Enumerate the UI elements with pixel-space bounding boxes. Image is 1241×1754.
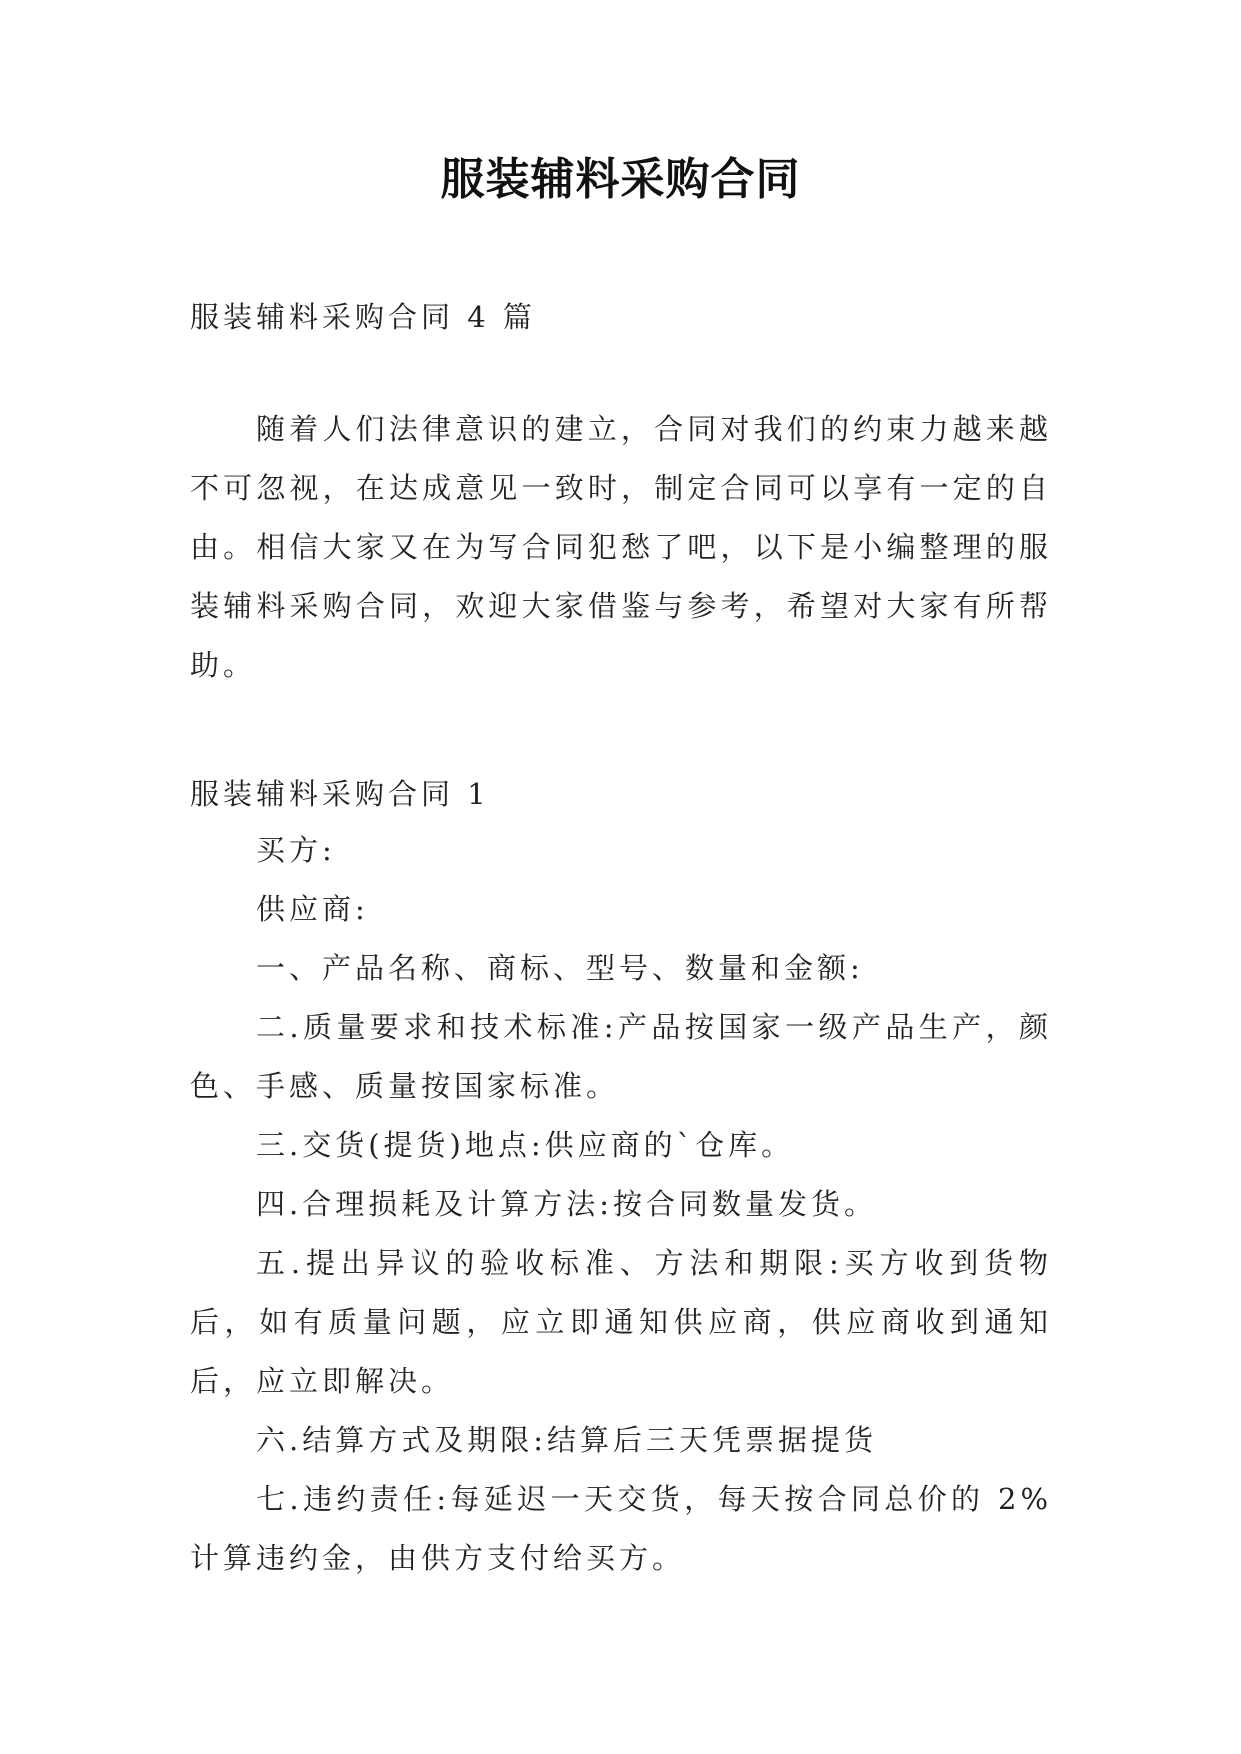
clause-acceptance: 五.提出异议的验收标准、方法和期限:买方收到货物后，如有质量问题，应立即通知供应商，供应商收到通知后，应立即解决。 [190,1246,1052,1398]
clause-buyer: 买方: [256,833,336,867]
contract-clauses [190,821,1052,1588]
clause-quality: 二.质量要求和技术标准:产品按国家一级产品生产，颜色、手感、质量按国家标准。 [190,1010,1052,1103]
document-subtitle: 服装辅料采购合同 4 篇 [190,300,536,334]
clause-product-info: 一、产品名称、商标、型号、数量和金额: [256,951,864,985]
clause-liability: 七.违约责任:每延迟一天交货，每天按合同总价的 2%计算违约金，由供方支付给买方。 [190,1482,1052,1575]
clause-loss-calculation: 四.合理损耗及计算方法:按合同数量发货。 [256,1187,877,1221]
intro-paragraph: 随着人们法律意识的建立，合同对我们的约束力越来越不可忽视，在达成意见一致时，制定合同可以享有一定的自由。相信大家又在为写合同犯愁了吧，以下是小编整理的服装辅料采购合同，欢迎大家借鉴与参考，希望对大家有所帮助。 [190,412,1052,682]
clause-settlement: 六.结算方式及期限:结算后三天凭票据提货 [256,1423,877,1457]
clause-supplier: 供应商: [256,892,369,926]
document-title: 服装辅料采购合同 [440,154,801,205]
clause-delivery-location: 三.交货(提货)地点:供应商的`仓库。 [256,1128,795,1162]
section-title: 服装辅料采购合同 1 [190,777,490,811]
